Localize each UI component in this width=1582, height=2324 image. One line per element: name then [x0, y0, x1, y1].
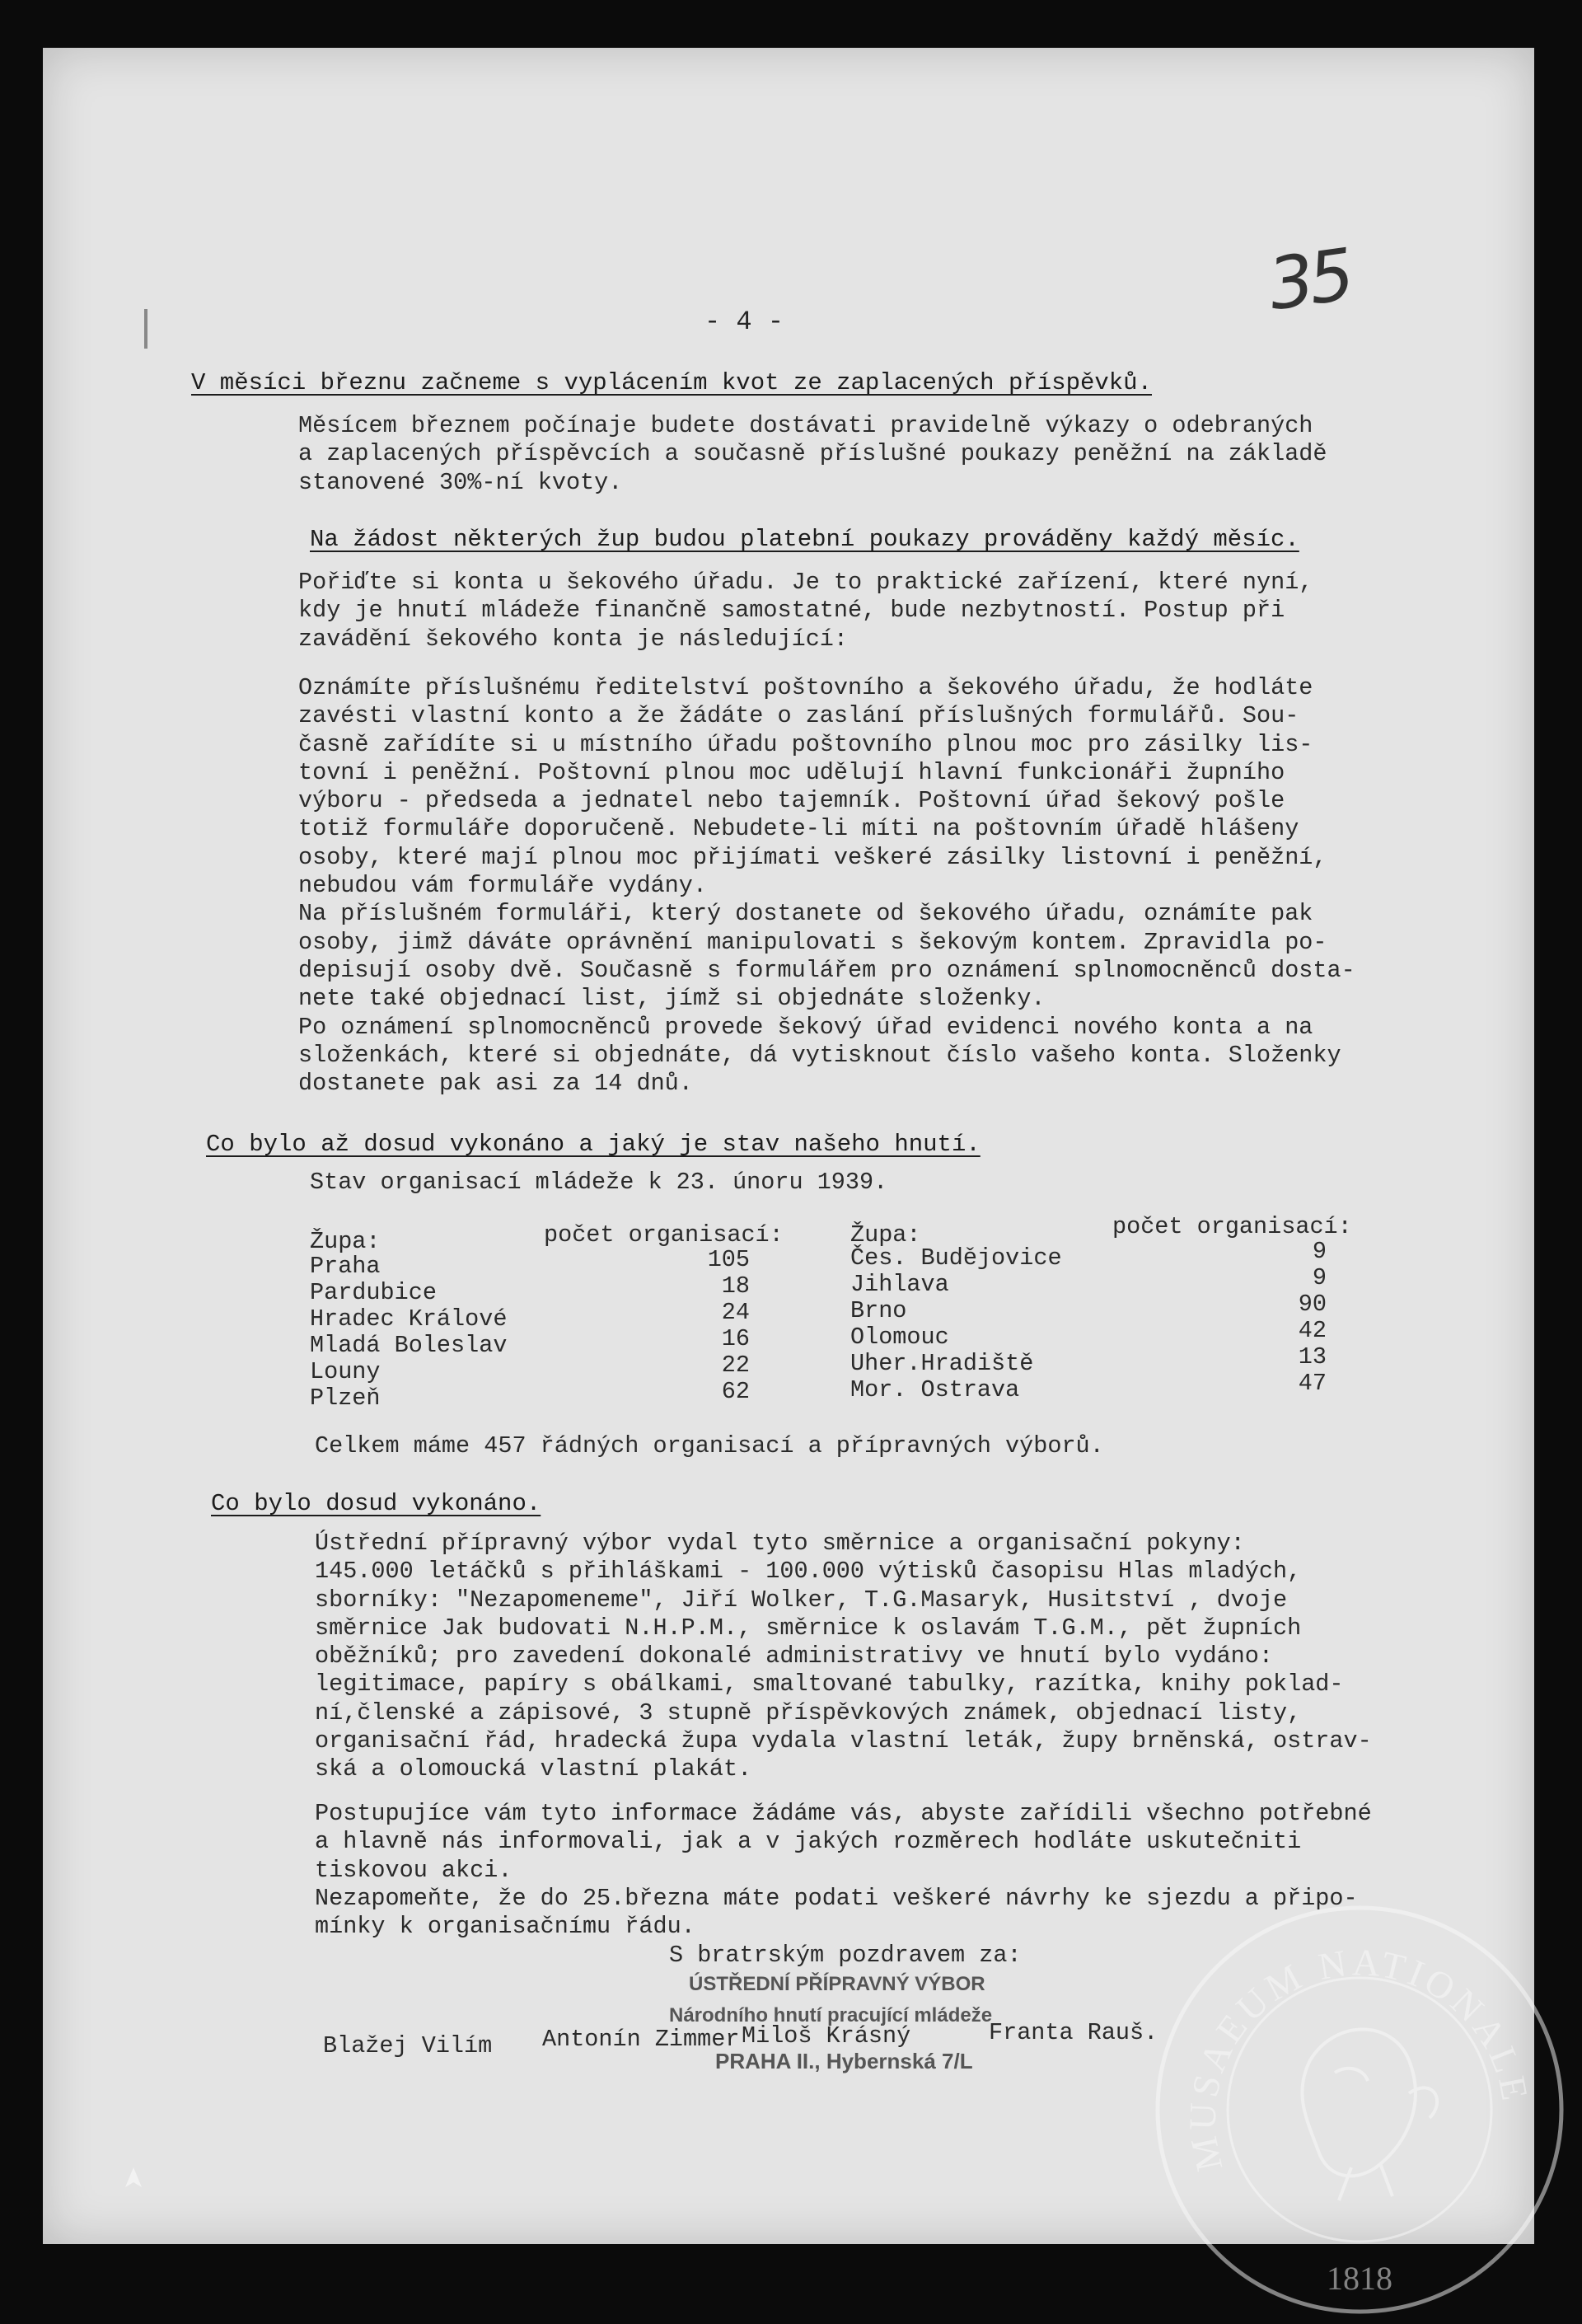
table-cell-count: 90	[1298, 1291, 1327, 1318]
stamp-line-3: PRAHA II., Hybernská 7/L	[715, 2049, 973, 2073]
table-cell-count: 18	[721, 1272, 750, 1300]
table-cell-zupa: Pardubice	[310, 1279, 437, 1306]
table-cell-count: 9	[1312, 1264, 1327, 1291]
lion-emblem-icon	[1302, 2030, 1437, 2201]
table-cell-zupa: Mladá Boleslav	[310, 1332, 508, 1359]
table-cell-count: 9	[1312, 1238, 1327, 1265]
museum-seal-watermark	[1145, 1895, 1574, 2324]
section-heading-2: Na žádost některých žup budou platební poukazy prováděny každý měsíc.	[310, 526, 1299, 553]
section-heading-4: Co bylo dosud vykonáno.	[211, 1490, 541, 1517]
signature-4: Franta Rauš.	[989, 2019, 1158, 2046]
table-header-zupa-right: Župa:	[850, 1221, 921, 1249]
closing-greeting: S bratrským pozdravem za:	[669, 1942, 1022, 1969]
stamp-line-1: ÚSTŘEDNÍ PŘÍPRAVNÝ VÝBOR	[689, 1973, 985, 1995]
seal-year: 1818	[1327, 2260, 1392, 2297]
table-cell-zupa: Brno	[850, 1297, 907, 1324]
table-cell-count: 24	[721, 1299, 750, 1326]
section-text-4: Ústřední přípravný výbor vydal tyto směrnice a organisační pokyny: 145.000 letáčků s přihláškami - 100.000 výtisků časopisu Hlas mladých, sborníky: "Nezapomeneme", Jiří Wolker, T.G.Masaryk, Husitství , dvoje směrnice Jak budovati N.H.P.M., směrnice k oslavám T.G.M., pět župních oběžníků; pro zavedení dokonalé administrativy ve hnutí bylo vydáno: legitimace, papíry s obálkami, smaltované tabulky, razítka, knihy poklad- ní,členské a zápisové, 3 stupně příspěvkových známek, objednací listy, organisační řád, hradecká župa vydala vlastní leták, župy brněnská, ostrav- ská a olomoucká vlastní plakát.	[315, 1530, 1372, 1783]
section-heading-1: V měsíci březnu začneme s vyplácením kvot ze zaplacených příspěvků.	[191, 369, 1152, 396]
section-heading-3: Co bylo až dosud vykonáno a jaký je stav našeho hnutí.	[206, 1131, 981, 1158]
section-text-1: Měsícem březnem počínaje budete dostávati pravidelně výkazy o odebraných a zaplacených příspěvcích a současně příslušné poukazy peněžní na základě stanovené 30%-ní kvoty.	[298, 412, 1327, 496]
table-header-count-right: počet organisací:	[1112, 1213, 1352, 1240]
signature-2: Antonín Zimmer	[542, 2026, 740, 2053]
stamp-line-2: Národního hnutí pracující mládeže	[669, 2004, 993, 2026]
table-cell-zupa: Plzeň	[310, 1385, 381, 1412]
table-cell-zupa: Uher.Hradiště	[850, 1350, 1034, 1377]
signature-3: Miloš Krásný	[742, 2022, 911, 2050]
corner-arrow-icon	[124, 2167, 143, 2192]
table-cell-zupa: Mor. Ostrava	[850, 1376, 1020, 1403]
table-header-count-left: počet organisací:	[544, 1221, 784, 1249]
table-cell-zupa: Olomouc	[850, 1324, 949, 1351]
table-cell-count: 42	[1298, 1317, 1327, 1344]
table-cell-count: 105	[707, 1246, 750, 1273]
signature-1: Blažej Vilím	[323, 2032, 493, 2059]
page-number: - 4 -	[704, 307, 784, 337]
margin-mark	[144, 309, 147, 349]
section-text-4b: Postupujíce vám tyto informace žádáme vás, abyste zařídili všechno potřebné a hlavně nás informovali, jak a v jakých rozměrech hodláte uskutečniti tiskovou akci. Nezapomeňte, že do 25.března máte podati veškeré návrhy ke sjezdu a připo- mínky k organisačnímu řádu.	[315, 1800, 1372, 1941]
table-cell-zupa: Jihlava	[850, 1271, 949, 1298]
table-header-zupa-left: Župa:	[310, 1228, 381, 1255]
stats-intro: Stav organisací mládeže k 23. únoru 1939.	[310, 1169, 888, 1196]
table-cell-count: 16	[721, 1325, 750, 1352]
table-cell-zupa: Hradec Králové	[310, 1305, 508, 1333]
table-cell-zupa: Praha	[310, 1253, 381, 1280]
section-text-2: Pořiďte si konta u šekového úřadu. Je to praktické zařízení, které nyní, kdy je hnutí mládeže finančně samostatné, bude nezbytností. Postup při zavádění šekového konta je následující:	[298, 569, 1313, 653]
table-cell-count: 13	[1298, 1343, 1327, 1371]
table-cell-count: 47	[1298, 1370, 1327, 1397]
table-cell-zupa: Louny	[310, 1358, 381, 1385]
section-text-2b: Oznámíte příslušnému ředitelství poštovního a šekového úřadu, že hodláte zavésti vlastní konto a že žádáte o zaslání příslušných formulářů. Sou- časně zařídíte si u místního úřadu poštovního plnou moc pro zásilky lis- tovní i peněžní. Poštovní plnou moc udělují hlavní funkcionáři župního výboru - předseda a jednatel nebo tajemník. Poštovní úřad šekový pošle totiž formuláře doporučeně. Nebudete-li míti na poštovním úřadě hlášeny osoby, které mají plnou moc přijímati veškeré zásilky listovní i peněžní, nebudou vám formuláře vydány. Na příslušném formuláři, který dostanete od šekového úřadu, oznámíte pak osoby, jimž dáváte oprávnění manipulovati s šekovým kontem. Zpravidla po- depisují osoby dvě. Současně s formulářem pro oznámení splnomocněnců dosta- nete také objednací list, jímž si objednáte složenky. Po oznámení splnomocněnců provede šekový úřad evidenci nového konta a na složenkách, které si objednáte, dá vytisknout číslo vašeho konta. Složenky dostanete pak asi za 14 dnů.	[298, 674, 1355, 1098]
table-cell-zupa: Čes. Budějovice	[850, 1244, 1062, 1272]
table-cell-count: 22	[721, 1352, 750, 1379]
table-cell-count: 62	[721, 1378, 750, 1405]
folio-number: 35	[1263, 233, 1355, 327]
svg-text:MUSAEUM NATIONALE	[1182, 1941, 1538, 2175]
stats-total: Celkem máme 457 řádných organisací a přípravných výborů.	[315, 1432, 1104, 1460]
seal-text: MUSAEUM NATIONALE	[1181, 1941, 1538, 2175]
